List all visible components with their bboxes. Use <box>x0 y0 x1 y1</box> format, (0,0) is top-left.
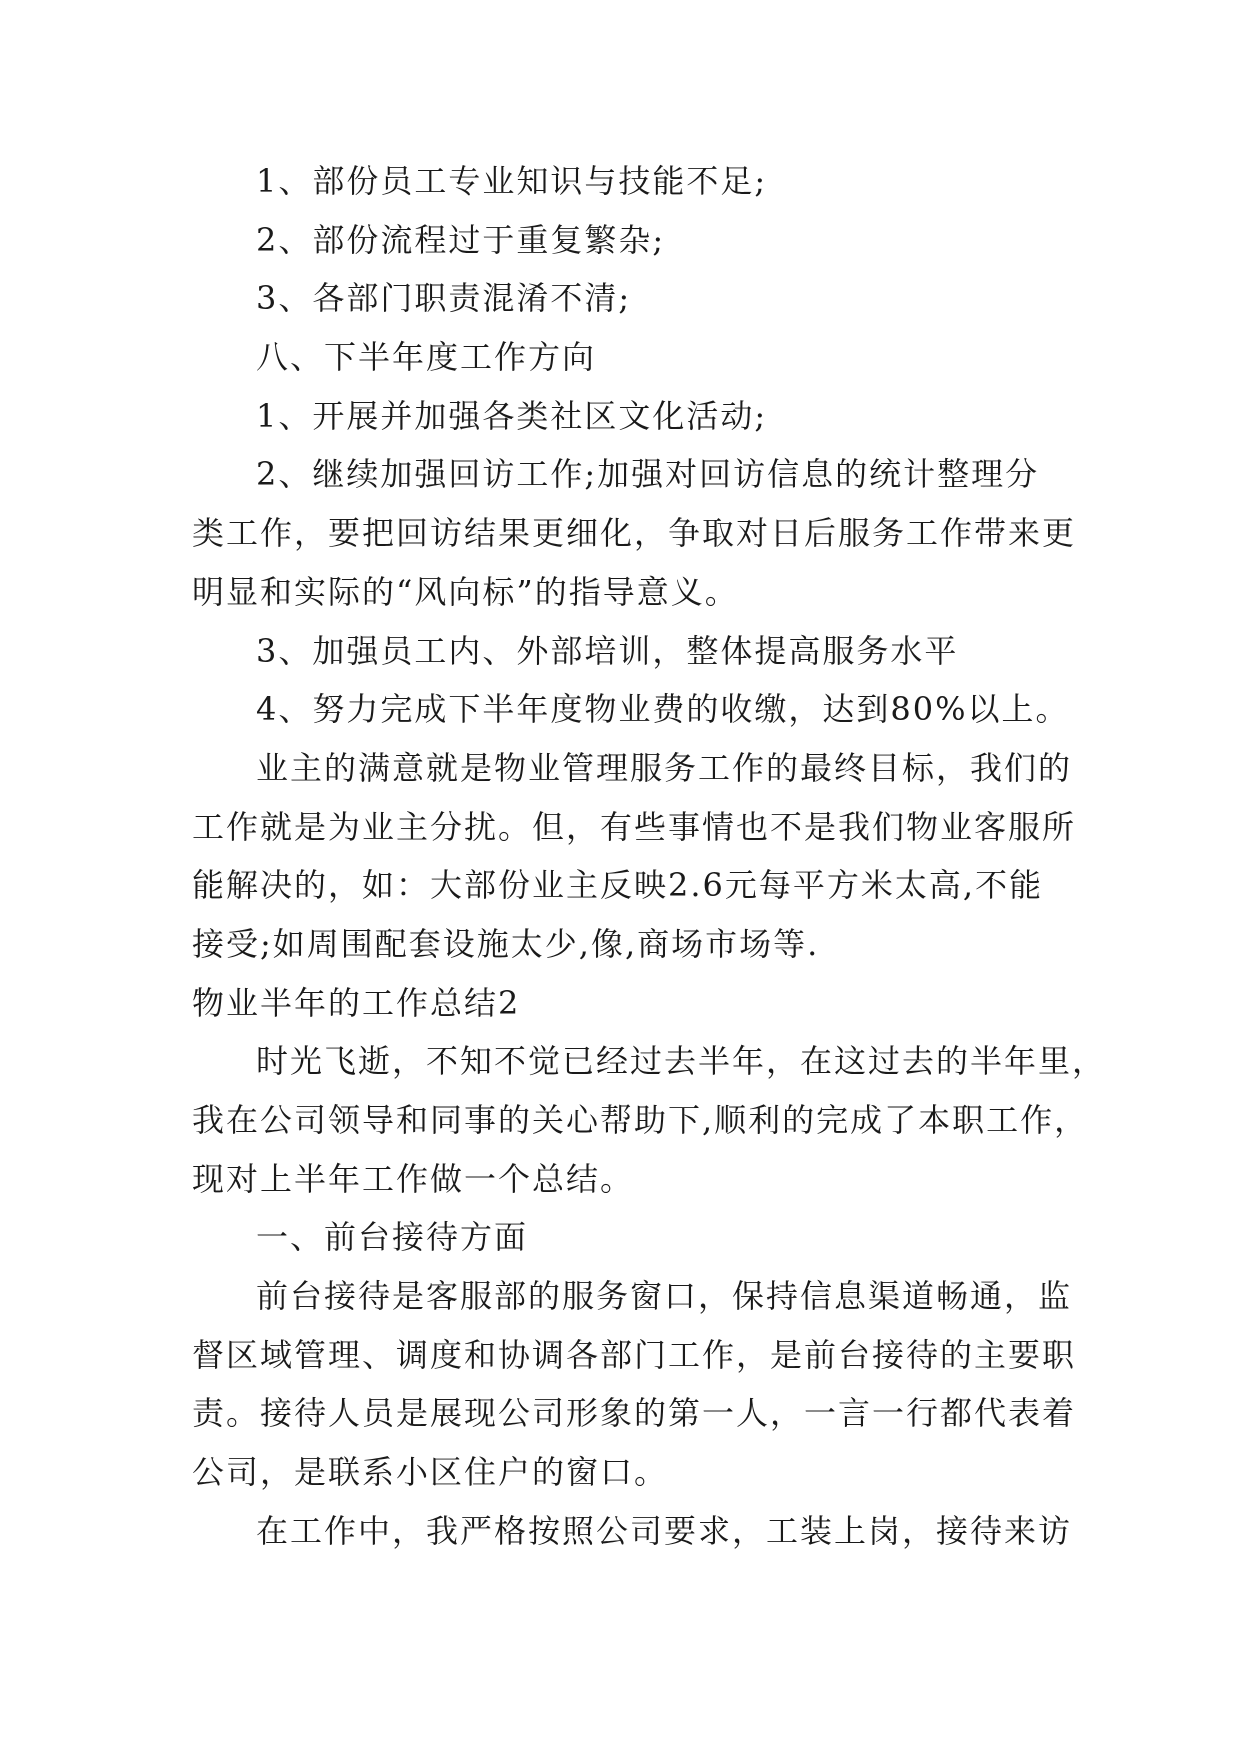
text-line-22: 责。接待人员是展现公司形象的第一人，一言一行都代表着 <box>192 1394 1077 1433</box>
text-line-3: 3、各部门职责混淆不清; <box>256 279 632 318</box>
text-line-21: 督区域管理、调度和协调各部门工作，是前台接待的主要职 <box>192 1335 1077 1374</box>
text-line-13: 能解决的，如：大部份业主反映2.6元每平方米太高,不能 <box>192 866 1044 905</box>
document-title-2: 物业半年的工作总结2 <box>192 983 521 1022</box>
text-line-6: 2、继续加强回访工作;加强对回访信息的统计整理分 <box>256 455 1040 494</box>
document-body <box>192 152 1107 1561</box>
text-line-7: 类工作，要把回访结果更细化，争取对日后服务工作带来更 <box>192 514 1077 553</box>
text-line-23: 公司，是联系小区住户的窗口。 <box>192 1453 669 1492</box>
section-heading-1: 一、前台接待方面 <box>256 1218 529 1257</box>
text-line-16: 时光飞逝，不知不觉已经过去半年，在这过去的半年里， <box>256 1042 1107 1081</box>
section-heading-8: 八、下半年度工作方向 <box>256 338 597 377</box>
text-line-8: 明显和实际的“风向标”的指导意义。 <box>192 572 739 611</box>
text-line-17: 我在公司领导和同事的关心帮助下,顺利的完成了本职工作， <box>192 1101 1089 1139</box>
text-line-11: 业主的满意就是物业管理服务工作的最终目标，我们的 <box>256 748 1073 787</box>
text-line-1: 1、部份员工专业知识与技能不足; <box>256 162 768 200</box>
text-line-18: 现对上半年工作做一个总结。 <box>192 1159 635 1198</box>
text-line-2: 2、部份流程过于重复繁杂; <box>256 220 666 259</box>
text-line-9: 3、加强员工内、外部培训，整体提高服务水平 <box>256 631 959 670</box>
text-line-5: 1、开展并加强各类社区文化活动; <box>256 396 768 435</box>
text-line-12: 工作就是为业主分扰。但，有些事情也不是我们物业客服所 <box>192 807 1077 846</box>
text-line-24: 在工作中，我严格按照公司要求，工装上岗，接待来访 <box>256 1511 1073 1550</box>
text-line-14: 接受;如周围配套设施太少,像,商场市场等. <box>192 924 820 963</box>
text-line-20: 前台接待是客服部的服务窗口，保持信息渠道畅通，监 <box>256 1277 1073 1316</box>
text-line-10: 4、努力完成下半年度物业费的收缴，达到80%以上。 <box>256 690 1070 729</box>
